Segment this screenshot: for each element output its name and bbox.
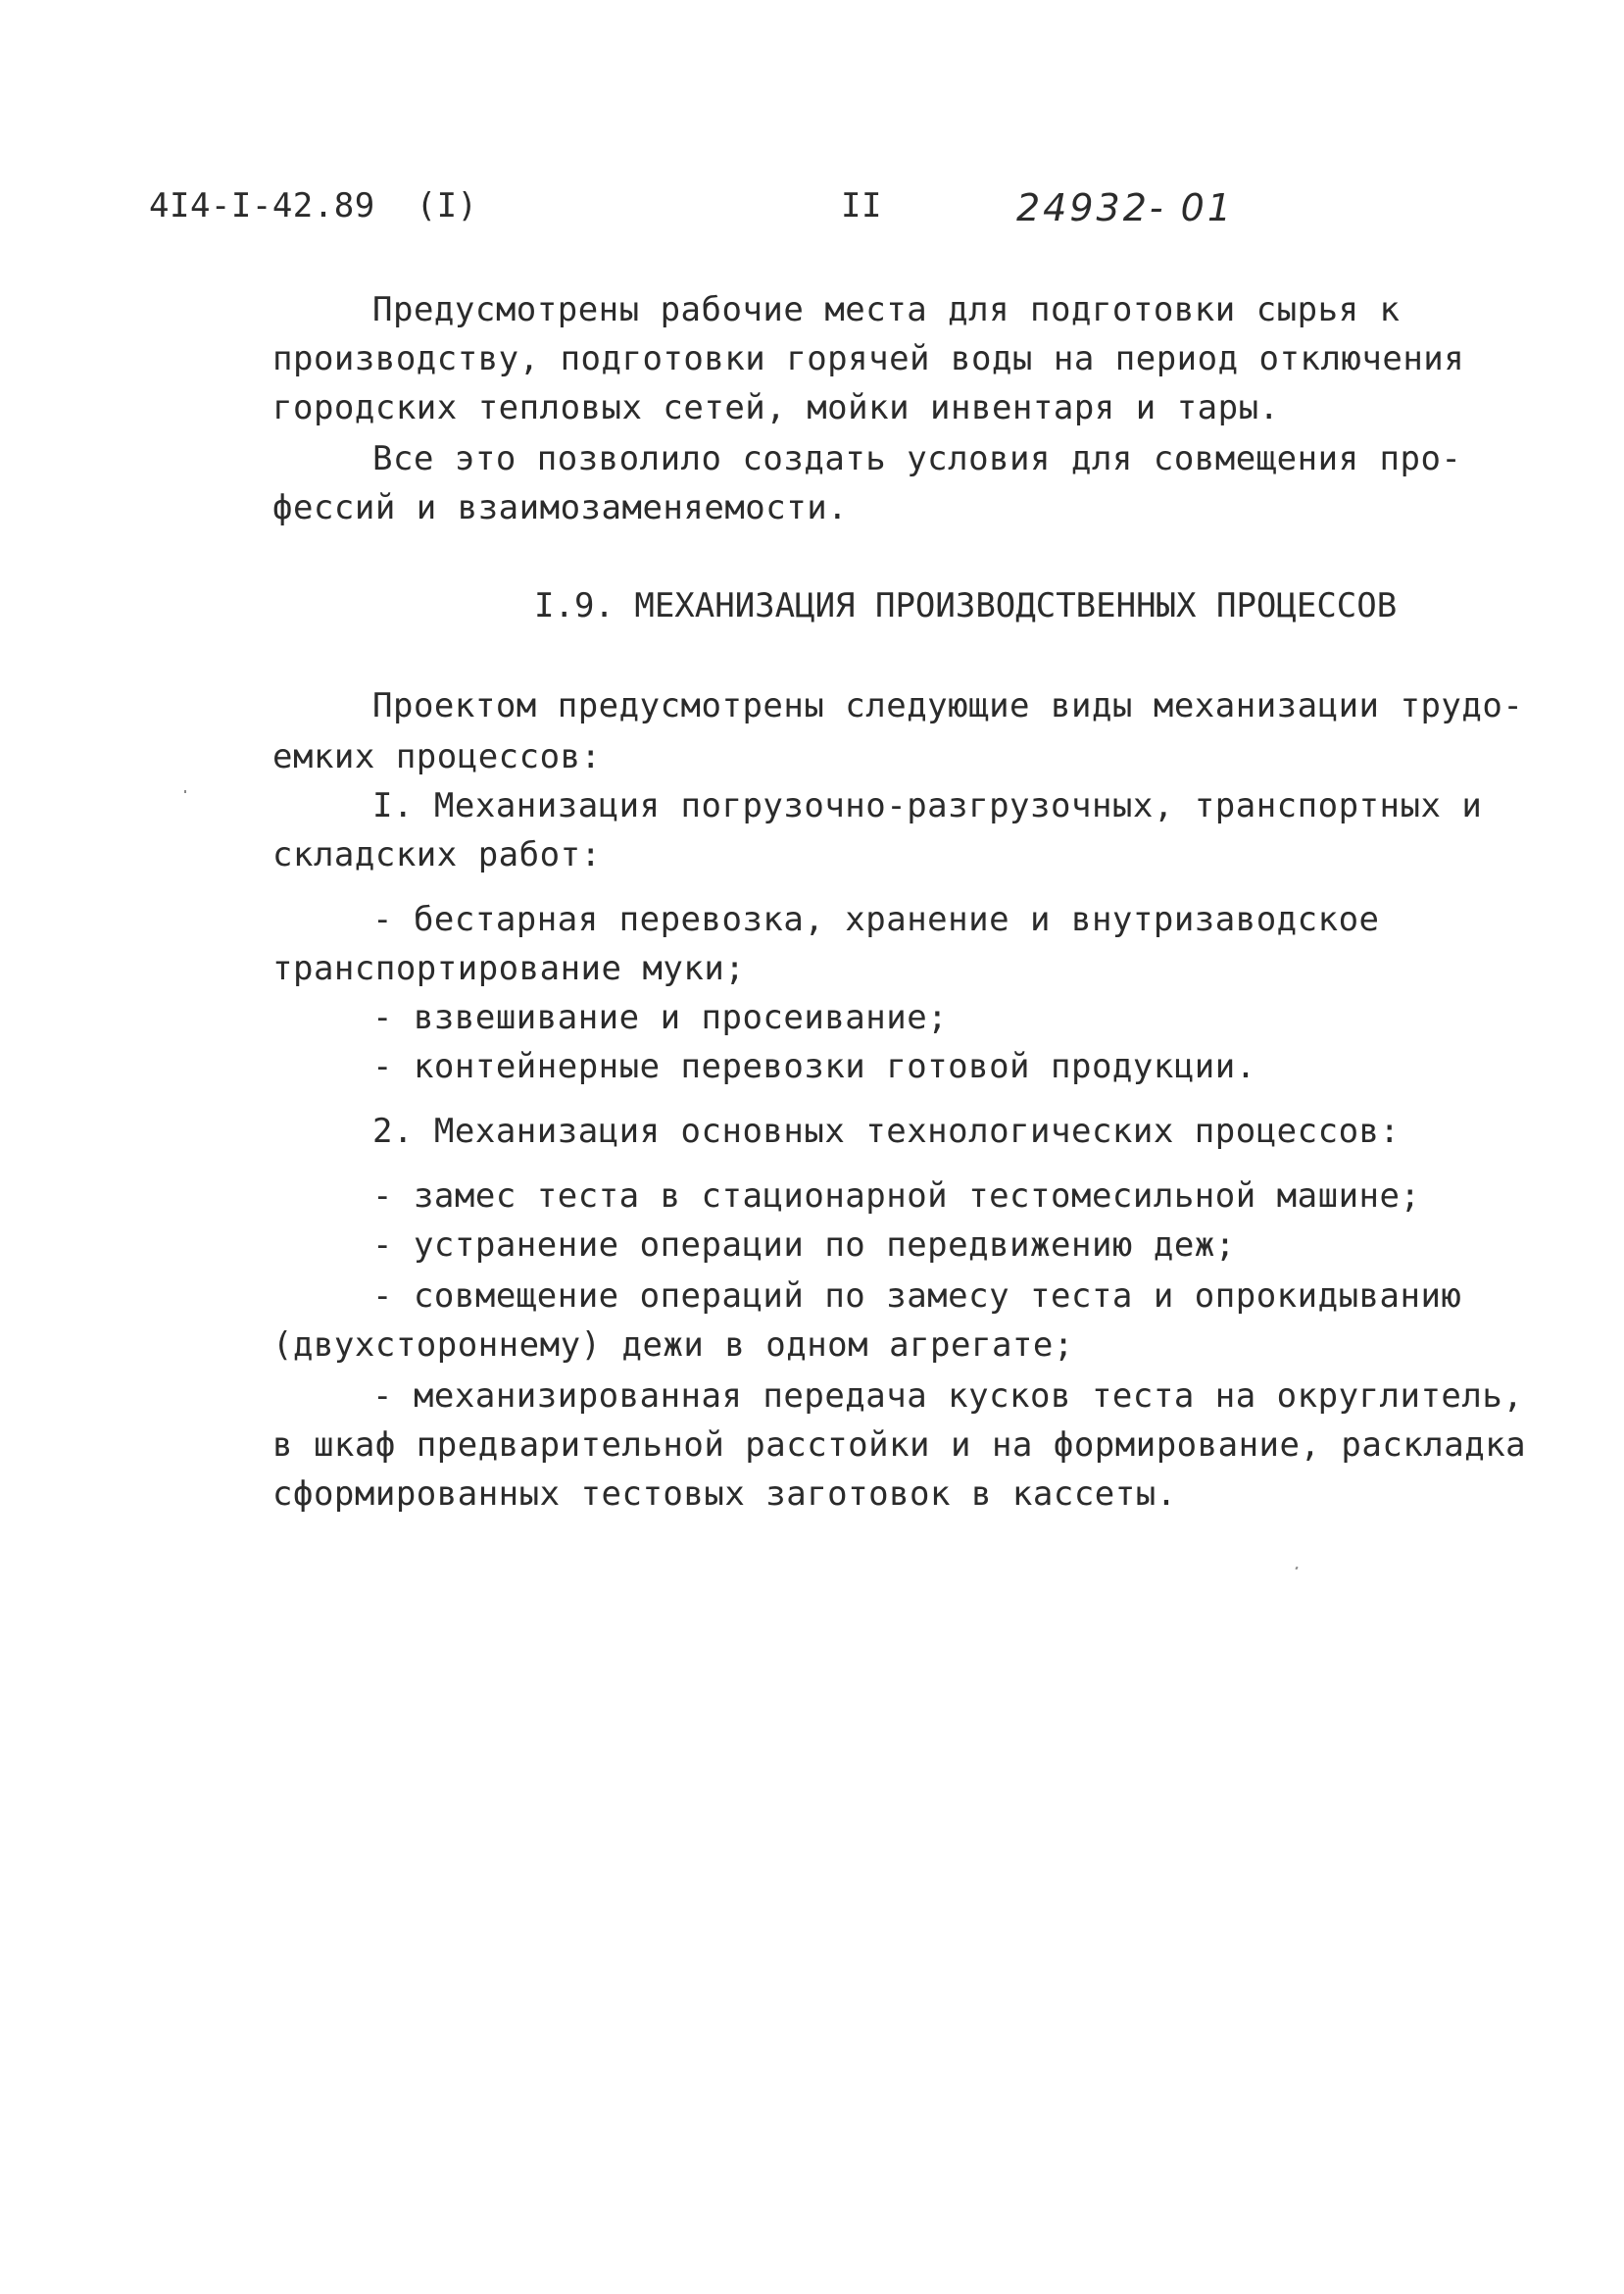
paragraph-line: городских тепловых сетей, мойки инвентаря и тары. [272,388,1280,427]
paragraph-line: производству, подготовки горячей воды на период отключения [272,339,1465,378]
handwritten-number: 24932- 01 [1016,186,1235,229]
list-item: - взвешивание и просеивание; [372,998,949,1037]
paragraph-line: складских работ: [272,835,602,874]
paragraph-line: 2. Механизация основных технологических процессов: [372,1112,1401,1151]
page-number: II [841,186,882,225]
list-item: - устранение операции по передвижению деж; [372,1225,1236,1265]
list-item: в шкаф предварительной расстойки и на формирование, раскладка [272,1425,1527,1465]
list-item: (двухстороннему) дежи в одном агрегате; [272,1325,1074,1365]
list-item: - бестарная перевозка, хранение и внутризаводское [372,900,1380,939]
paragraph-line: Проектом предусмотрены следующие виды механизации трудо- [372,686,1524,725]
list-item: - замес теста в стационарной тестомесильной машине; [372,1176,1421,1216]
paragraph-line: Предусмотрены рабочие места для подготовки сырья к [372,290,1401,329]
list-item: - контейнерные перевозки готовой продукции. [372,1047,1256,1086]
list-item: сформированных тестовых заготовок в кассеты. [272,1474,1177,1514]
paragraph-line: емких процессов: [272,737,602,776]
list-item: - механизированная передача кусков теста на округлитель, [372,1376,1524,1416]
paragraph-line: фессий и взаимозаменяемости. [272,488,849,527]
paragraph-line: Все это позволило создать условия для совмещения про- [372,439,1462,478]
scan-speck [184,790,186,793]
section-heading: I.9. МЕХАНИЗАЦИЯ ПРОИЗВОДСТВЕННЫХ ПРОЦЕССОВ [534,586,1398,625]
document-code: 4I4-I-42.89 (I) [149,186,478,225]
list-item: транспортирование муки; [272,949,746,988]
paragraph-line: I. Механизация погрузочно-разгрузочных, транспортных и [372,786,1483,825]
scan-speck [1295,1567,1298,1571]
list-item: - совмещение операций по замесу теста и опрокидыванию [372,1276,1462,1316]
